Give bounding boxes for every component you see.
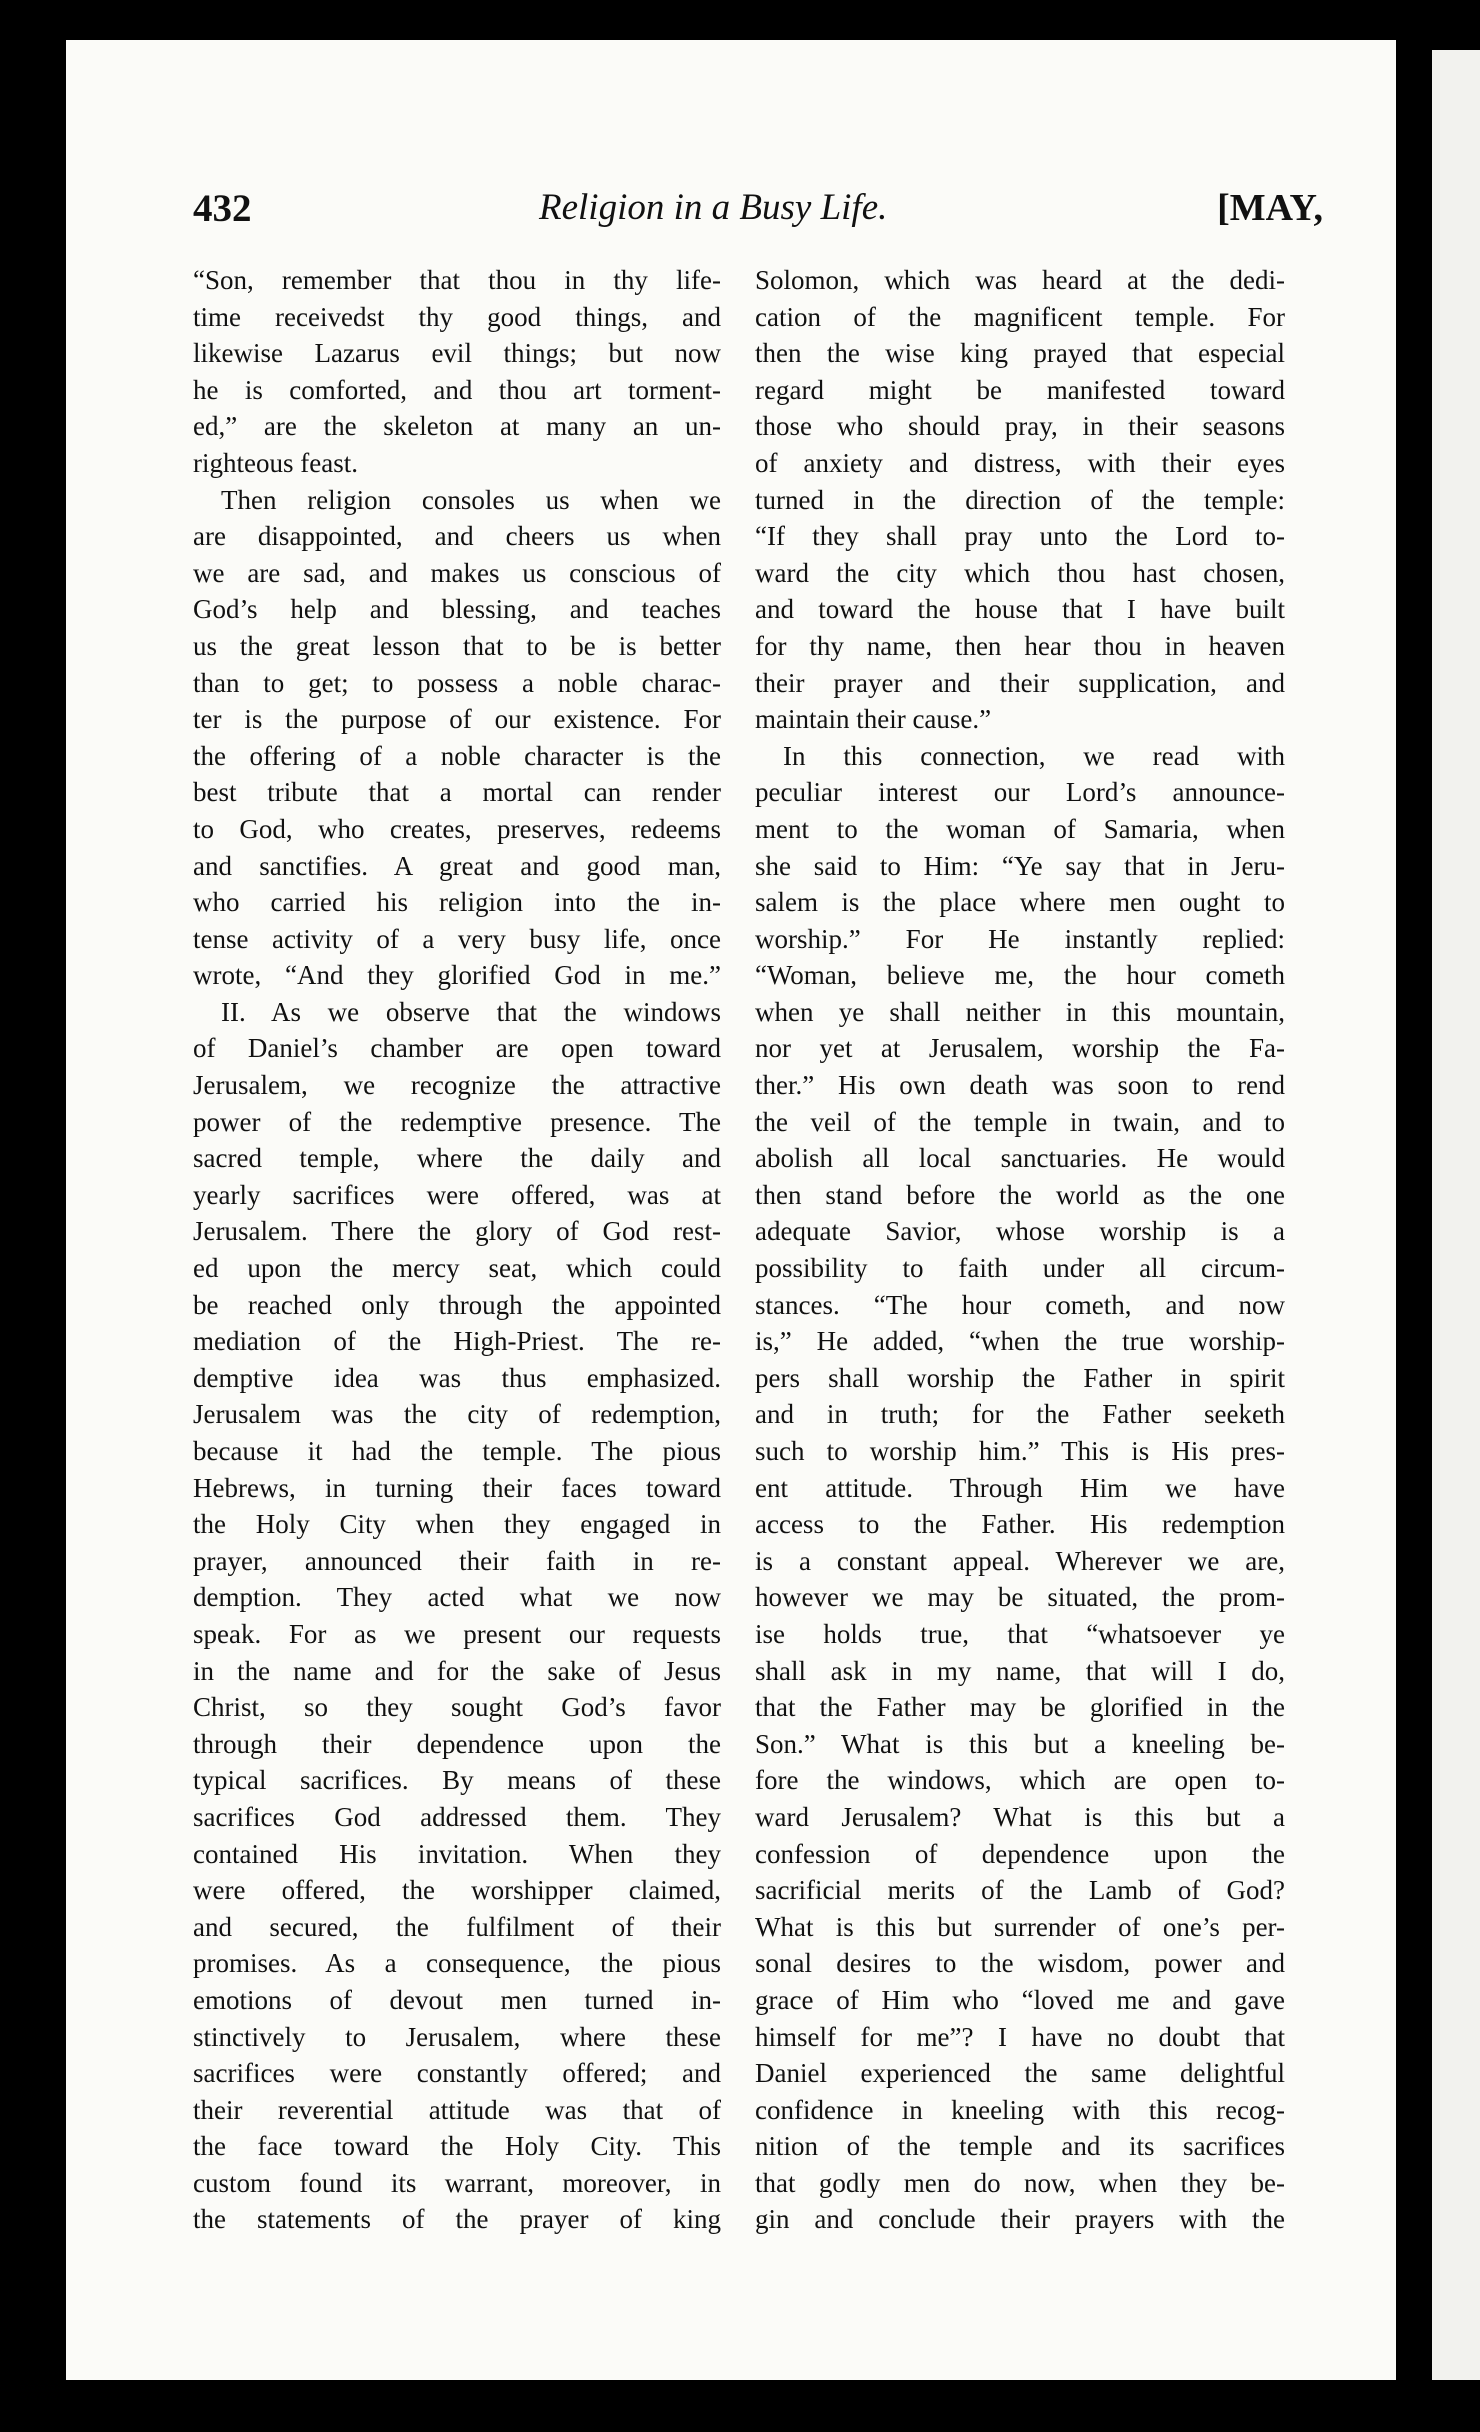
text-line: demption. They acted what we now <box>193 1582 721 1613</box>
text-line: for thy name, then hear thou in heaven <box>755 630 1285 661</box>
text-line: than to get; to possess a noble charac- <box>193 667 721 698</box>
text-line: “Son, remember that thou in thy life- <box>193 265 721 295</box>
text-line: and toward the house that I have built <box>755 594 1285 625</box>
text-line: stinctively to Jerusalem, where these <box>193 2021 721 2052</box>
text-line: turned in the direction of the temple: <box>755 484 1285 515</box>
text-line: are disappointed, and cheers us when <box>193 521 721 552</box>
text-line: salem is the place where men ought to <box>755 887 1285 918</box>
text-line: stances. “The hour cometh, and now <box>755 1289 1285 1320</box>
text-line: ed,” are the skeleton at many an un- <box>193 411 721 442</box>
text-line: regard might be manifested toward <box>755 374 1285 405</box>
text-line: shall ask in my name, that will I do, <box>755 1655 1285 1686</box>
text-line: is,” He added, “when the true worship- <box>755 1326 1285 1357</box>
text-line: and sanctifies. A great and good man, <box>193 850 721 881</box>
text-line: gin and conclude their prayers with the <box>755 2204 1285 2235</box>
text-line: access to the Father. His redemption <box>755 1509 1285 1540</box>
text-line: that godly men do now, when they be- <box>755 2167 1285 2198</box>
text-line: were offered, the worshipper claimed, <box>193 1875 721 1906</box>
text-line: ter is the purpose of our existence. For <box>193 704 721 735</box>
text-line: maintain their cause.” <box>755 704 992 735</box>
text-line: What is this but surrender of one’s per- <box>755 1911 1285 1942</box>
text-line: Son.” What is this but a kneeling be- <box>755 1728 1285 1759</box>
text-line: she said to Him: “Ye say that in Jeru- <box>755 850 1285 881</box>
text-line: sacred temple, where the daily and <box>193 1143 721 1174</box>
text-line: sacrifices were constantly offered; and <box>193 2058 721 2089</box>
text-line: us the great lesson that to be is better <box>193 630 721 661</box>
text-line: speak. For as we present our requests <box>193 1618 721 1649</box>
text-line: cation of the magnificent temple. For <box>755 301 1285 332</box>
text-line: confidence in kneeling with this recog- <box>755 2094 1285 2125</box>
running-month: [MAY, <box>1217 187 1323 229</box>
text-line: in the name and for the sake of Jesus <box>193 1655 721 1686</box>
text-line: abolish all local sanctuaries. He would <box>755 1143 1285 1174</box>
text-line: Jerusalem was the city of redemption, <box>193 1399 721 1430</box>
text-line: prayer, announced their faith in re- <box>193 1545 721 1576</box>
text-line: best tribute that a mortal can render <box>193 777 721 808</box>
text-line: ward Jerusalem? What is this but a <box>755 1801 1285 1832</box>
text-line: be reached only through the appointed <box>193 1289 721 1320</box>
text-line: typical sacrifices. By means of these <box>193 1765 721 1796</box>
right-text-column <box>755 262 1285 2238</box>
text-line: yearly sacrifices were offered, was at <box>193 1179 721 1210</box>
text-line: power of the redemptive presence. The <box>193 1106 721 1137</box>
text-line: Hebrews, in turning their faces toward <box>193 1472 721 1503</box>
text-line: is a constant appeal. Wherever we are, <box>755 1545 1285 1576</box>
text-line: nition of the temple and its sacrifices <box>755 2131 1285 2162</box>
text-line: their prayer and their supplication, and <box>755 667 1285 698</box>
text-line: the statements of the prayer of king <box>193 2204 721 2235</box>
text-line: II. As we observe that the windows <box>221 996 721 1027</box>
text-line: the veil of the temple in twain, and to <box>755 1106 1285 1137</box>
text-line: ther.” His own death was soon to rend <box>755 1070 1285 1101</box>
text-line: of Daniel’s chamber are open toward <box>193 1033 721 1064</box>
text-line: when ye shall neither in this mountain, <box>755 996 1285 1027</box>
text-line: time receivedst thy good things, and <box>193 301 721 332</box>
text-line: the face toward the Holy City. This <box>193 2131 721 2162</box>
text-line: In this connection, we read with <box>783 740 1285 771</box>
text-line: ment to the woman of Samaria, when <box>755 813 1285 844</box>
text-line: ward the city which thou hast chosen, <box>755 557 1285 588</box>
text-line: ise holds true, that “whatsoever ye <box>755 1618 1285 1649</box>
text-line: then stand before the world as the one <box>755 1179 1285 1210</box>
text-line: of anxiety and distress, with their eyes <box>755 447 1285 478</box>
text-line: such to worship him.” This is His pres- <box>755 1436 1285 1466</box>
text-line: sacrifices God addressed them. They <box>193 1801 721 1832</box>
text-line: grace of Him who “loved me and gave <box>755 1984 1285 2015</box>
text-line: he is comforted, and thou art torment- <box>193 374 721 405</box>
text-line: ent attitude. Through Him we have <box>755 1472 1285 1503</box>
text-line: ed upon the mercy seat, which could <box>193 1253 721 1284</box>
text-line: tense activity of a very busy life, once <box>193 923 721 954</box>
text-line: those who should pray, in their seasons <box>755 411 1285 442</box>
text-line: likewise Lazarus evil things; but now <box>193 338 721 369</box>
adjacent-page-edge <box>1432 50 1480 2380</box>
text-line: and in truth; for the Father seeketh <box>755 1399 1285 1430</box>
text-line: however we may be situated, the prom- <box>755 1582 1285 1613</box>
text-line: mediation of the High-Priest. The re- <box>193 1326 721 1357</box>
text-line: Christ, so they sought God’s favor <box>193 1692 721 1723</box>
text-line: custom found its warrant, moreover, in <box>193 2167 721 2198</box>
text-line: contained His invitation. When they <box>193 1838 721 1869</box>
text-line: Jerusalem, we recognize the attractive <box>193 1070 721 1101</box>
text-line: wrote, “And they glorified God in me.” <box>193 960 721 991</box>
text-line: peculiar interest our Lord’s announce- <box>755 777 1285 808</box>
text-line: nor yet at Jerusalem, worship the Fa- <box>755 1033 1285 1064</box>
text-line: the Holy City when they engaged in <box>193 1509 721 1540</box>
text-line: Daniel experienced the same delightful <box>755 2058 1285 2089</box>
text-line: and secured, the fulfilment of their <box>193 1911 721 1942</box>
text-line: sacrificial merits of the Lamb of God? <box>755 1875 1285 1906</box>
text-line: righteous feast. <box>193 447 358 478</box>
text-line: who carried his religion into the in- <box>193 887 721 918</box>
text-line: then the wise king prayed that especial <box>755 338 1285 369</box>
text-line: possibility to faith under all circum- <box>755 1253 1285 1284</box>
text-line: worship.” For He instantly replied: <box>755 923 1285 954</box>
left-text-column <box>193 262 721 2238</box>
text-line: we are sad, and makes us conscious of <box>193 557 721 588</box>
text-line: the offering of a noble character is the <box>193 740 721 771</box>
text-line: fore the windows, which are open to- <box>755 1765 1285 1796</box>
text-line: adequate Savior, whose worship is a <box>755 1216 1285 1247</box>
running-title: Religion in a Busy Life. <box>539 187 888 228</box>
text-line: Jerusalem. There the glory of God rest- <box>193 1216 721 1247</box>
text-line: “If they shall pray unto the Lord to- <box>755 521 1285 552</box>
text-line: himself for me”? I have no doubt that <box>755 2021 1285 2052</box>
text-line: to God, who creates, preserves, redeems <box>193 813 721 844</box>
text-line: confession of dependence upon the <box>755 1838 1285 1869</box>
text-line: Solomon, which was heard at the dedi- <box>755 265 1285 295</box>
page-header <box>193 186 1323 240</box>
text-line: because it had the temple. The pious <box>193 1436 721 1466</box>
text-line: their reverential attitude was that of <box>193 2094 721 2125</box>
page-number: 432 <box>193 187 252 230</box>
text-line: pers shall worship the Father in spirit <box>755 1362 1285 1393</box>
text-line: emotions of devout men turned in- <box>193 1984 721 2015</box>
text-line: promises. As a consequence, the pious <box>193 1948 721 1979</box>
text-line: God’s help and blessing, and teaches <box>193 594 721 625</box>
text-line: that the Father may be glorified in the <box>755 1692 1285 1723</box>
text-line: through their dependence upon the <box>193 1728 721 1759</box>
text-line: demptive idea was thus emphasized. <box>193 1362 721 1393</box>
text-line: sonal desires to the wisdom, power and <box>755 1948 1285 1979</box>
text-line: “Woman, believe me, the hour cometh <box>755 960 1285 991</box>
text-line: Then religion consoles us when we <box>221 484 721 515</box>
